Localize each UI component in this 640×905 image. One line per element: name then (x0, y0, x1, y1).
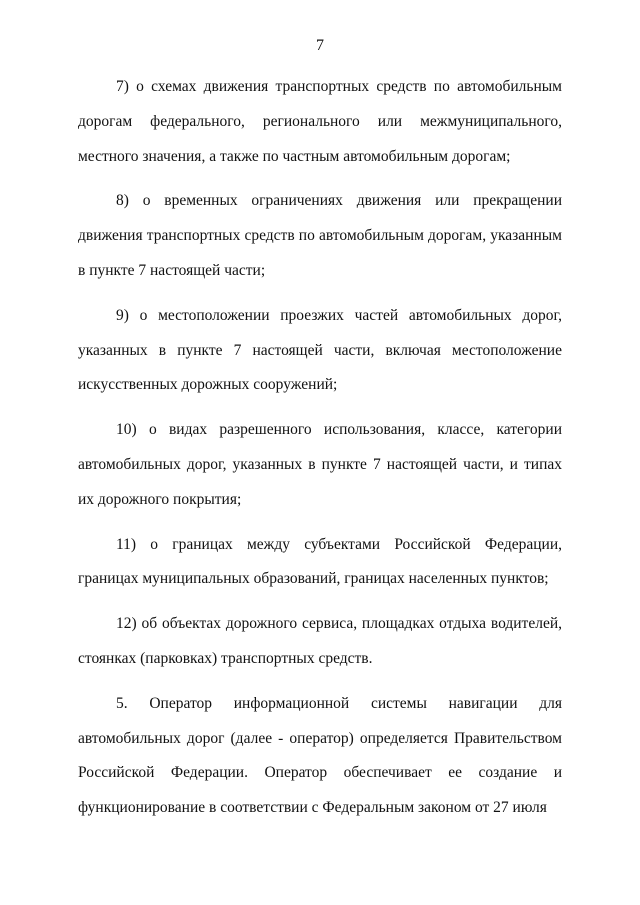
paragraph-item-7: 7) о схемах движения транспортных средств по автомобильным дорогам федерального, регионального или межмуниципального, местного значения, а также по частным автомобильным дорогам; (78, 78, 562, 165)
paragraph-item-8: 8) о временных ограничениях движения или прекращении движения транспортных средств по автомобильным дорогам, указанным в пункте 7 настоящей части; (78, 192, 562, 279)
page-number: 7 (316, 37, 324, 54)
paragraph-item-11: 11) о границах между субъектами Российской Федерации, границах муниципальных образований, границах населенных пунктов; (78, 535, 562, 588)
paragraph-item-12: 12) об объектах дорожного сервиса, площадках отдыха водителей, стоянках (парковках) транспортных средств. (78, 615, 562, 667)
document-body (78, 70, 562, 826)
paragraph-item-10: 10) о видах разрешенного использования, классе, категории автомобильных дорог, указанных в пункте 7 настоящей части, и типах их дорожного покрытия; (78, 421, 562, 508)
paragraph-item-9: 9) о местоположении проезжих частей автомобильных дорог, указанных в пункте 7 настоящей части, включая местоположение искусственных дорожных сооружений; (78, 306, 562, 394)
paragraph-part-5: 5. Оператор информационной системы навигации для автомобильных дорог (далее - оператор) определяется Правительством Российской Федерации. Оператор обеспечивает ее создание и функционирование в соответствии с Федеральным законом от 27 июля (78, 694, 562, 817)
